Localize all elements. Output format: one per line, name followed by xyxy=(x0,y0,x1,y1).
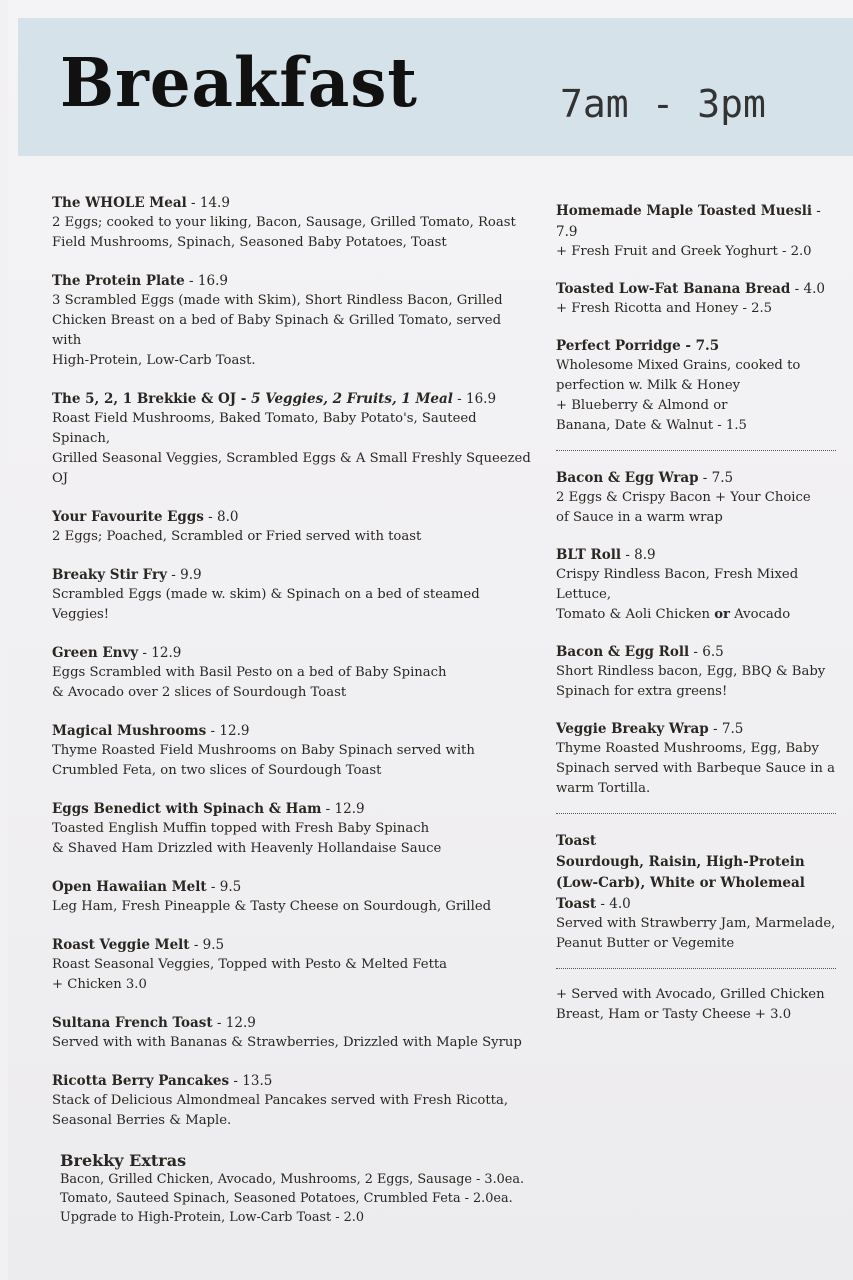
menu-item xyxy=(52,642,532,703)
item-price: - 7.5 xyxy=(698,470,734,486)
item-description: 2 Eggs & Crispy Bacon + Your Choice of Sauce in a warm wrap xyxy=(556,490,811,525)
right-column xyxy=(556,200,846,1025)
item-name: BLT Roll xyxy=(556,547,622,563)
item-name: Roast Veggie Melt xyxy=(52,937,190,953)
item-name: Sultana French Toast xyxy=(52,1015,213,1031)
item-price: - 16.9 xyxy=(452,391,497,407)
addons-note: + Served with Avocado, Grilled Chicken Breast, Ham or Tasty Cheese + 3.0 xyxy=(556,987,825,1022)
toast-description: Served with Strawberry Jam, Marmelade, Peanut Butter or Vegemite xyxy=(556,916,836,951)
item-name: Green Envy xyxy=(52,645,139,661)
item-description: Thyme Roasted Field Mushrooms on Baby Spinach served with Crumbled Feta, on two slices of Sourdough Toast xyxy=(52,743,475,778)
item-name: The Protein Plate xyxy=(52,273,185,289)
menu-item xyxy=(52,270,532,371)
item-description: Thyme Roasted Mushrooms, Egg, Baby Spinach served with Barbeque Sauce in a warm Tortilla. xyxy=(556,741,835,796)
item-name: Your Favourite Eggs xyxy=(52,509,204,525)
menu-item xyxy=(556,335,846,436)
item-description: 3 Scrambled Eggs (made with Skim), Short Rindless Bacon, Grilled Chicken Breast on a bed of Baby Spinach & Grilled Tomato, served with High-Protein, Low-Carb Toast. xyxy=(52,293,503,368)
item-price: - 8.0 xyxy=(203,509,239,525)
item-description: Leg Ham, Fresh Pineapple & Tasty Cheese on Sourdough, Grilled xyxy=(52,899,492,914)
extras-list: Bacon, Grilled Chicken, Avocado, Mushrooms, 2 Eggs, Sausage - 3.0ea. Tomato, Sauteed Spinach, Seasoned Potatoes, Crumbled Feta - 2.0ea. Upgrade to High-Protein, Low-Carb Toast - 2.0 xyxy=(60,1172,525,1225)
item-description-or: or xyxy=(714,607,730,622)
item-description: + Fresh Fruit and Greek Yoghurt - 2.0 xyxy=(556,244,812,259)
opening-hours: 7am - 3pm xyxy=(560,82,766,126)
menu-item xyxy=(52,876,532,917)
menu-item xyxy=(556,200,846,262)
menu-item xyxy=(52,564,532,625)
item-price: - 12.9 xyxy=(212,1015,256,1031)
item-price: - 8.9 xyxy=(621,547,656,563)
item-price: - 12.9 xyxy=(138,645,182,661)
menu-item xyxy=(52,506,532,547)
menu-item xyxy=(556,718,846,799)
toast-price: - 4.0 xyxy=(596,896,631,912)
item-name: Toasted Low-Fat Banana Bread xyxy=(556,281,791,297)
item-description xyxy=(556,565,846,625)
section-divider xyxy=(556,968,836,969)
item-description: Stack of Delicious Almondmeal Pancakes served with Fresh Ricotta, Seasonal Berries & Maple. xyxy=(52,1093,509,1128)
menu-item xyxy=(556,641,846,702)
item-name: Ricotta Berry Pancakes xyxy=(52,1073,230,1089)
menu-item xyxy=(52,1070,532,1131)
item-description: Served with with Bananas & Strawberries, Drizzled with Maple Syrup xyxy=(52,1035,522,1050)
item-price: - 16.9 xyxy=(184,273,228,289)
toast-section xyxy=(556,830,846,954)
menu-item xyxy=(52,388,532,489)
item-name: Open Hawaiian Melt xyxy=(52,879,207,895)
item-description: Short Rindless bacon, Egg, BBQ & Baby Spinach for extra greens! xyxy=(556,664,826,699)
menu-item xyxy=(52,1012,532,1053)
menu-item xyxy=(52,934,532,995)
item-price: - 12.9 xyxy=(321,801,365,817)
item-price: - 6.5 xyxy=(689,644,724,660)
item-price: - 14.9 xyxy=(186,195,230,211)
menu-item xyxy=(556,467,846,528)
item-description: + Fresh Ricotta and Honey - 2.5 xyxy=(556,301,773,316)
item-description: Eggs Scrambled with Basil Pesto on a bed of Baby Spinach & Avocado over 2 slices of Sourdough Toast xyxy=(52,665,447,700)
item-price: - 7.5 xyxy=(708,721,744,737)
item-price: - 12.9 xyxy=(206,723,250,739)
item-price: - 7.9 xyxy=(556,203,821,240)
menu-item xyxy=(52,720,532,781)
item-name: Bacon & Egg Wrap xyxy=(556,470,699,486)
item-description-part: Avocado xyxy=(729,607,791,622)
item-name: Bacon & Egg Roll xyxy=(556,644,690,660)
item-price: - 9.9 xyxy=(167,567,202,583)
item-name: Veggie Breaky Wrap xyxy=(556,721,709,737)
menu-item xyxy=(556,278,846,319)
item-name: Homemade Maple Toasted Muesli xyxy=(556,203,812,219)
menu-item xyxy=(52,798,532,859)
item-name: The 5, 2, 1 Brekkie & OJ - xyxy=(52,391,252,407)
item-description: Scrambled Eggs (made w. skim) & Spinach on a bed of steamed Veggies! xyxy=(52,587,480,622)
item-name: The WHOLE Meal xyxy=(52,195,187,211)
toast-title: Toast xyxy=(556,833,597,849)
item-description: Roast Field Mushrooms, Baked Tomato, Baby Potato's, Sauteed Spinach, Grilled Seasonal Veggies, Scrambled Eggs & A Small Freshly Squeezed OJ xyxy=(52,411,531,486)
item-description: Wholesome Mixed Grains, cooked to perfection w. Milk & Honey + Blueberry & Almond or Banana, Date & Walnut - 1.5 xyxy=(556,358,801,433)
item-description: 2 Eggs; Poached, Scrambled or Fried served with toast xyxy=(52,529,422,544)
item-name: Perfect Porridge - 7.5 xyxy=(556,338,720,354)
item-name: Eggs Benedict with Spinach & Ham xyxy=(52,801,322,817)
item-tagline: 5 Veggies, 2 Fruits, 1 Meal xyxy=(251,391,453,407)
page-title: Breakfast xyxy=(60,44,418,123)
section-divider xyxy=(556,450,836,451)
item-description-part: Crispy Rindless Bacon, Fresh Mixed Lettuce, Tomato & Aoli Chicken xyxy=(556,567,799,622)
menu-item xyxy=(52,192,532,253)
item-description: 2 Eggs; cooked to your liking, Bacon, Sausage, Grilled Tomato, Roast Field Mushrooms, Spinach, Seasoned Baby Potatoes, Toast xyxy=(52,215,516,250)
menu-item xyxy=(556,544,846,625)
item-price: - 9.5 xyxy=(189,937,225,953)
section-divider xyxy=(556,813,836,814)
item-description: Toasted English Muffin topped with Fresh Baby Spinach & Shaved Ham Drizzled with Heavenly Hollandaise Sauce xyxy=(52,821,442,856)
item-price: - 4.0 xyxy=(790,281,825,297)
item-description: Roast Seasonal Veggies, Topped with Pesto & Melted Fetta + Chicken 3.0 xyxy=(52,957,448,992)
left-column xyxy=(52,192,532,1227)
item-price: - 9.5 xyxy=(206,879,242,895)
item-name: Breaky Stir Fry xyxy=(52,567,167,583)
extras-title: Brekky Extras xyxy=(60,1151,187,1170)
item-price: - 13.5 xyxy=(229,1073,273,1089)
item-name: Magical Mushrooms xyxy=(52,723,207,739)
toast-name: Sourdough, Raisin, High-Protein (Low-Carb), White or Wholemeal Toast xyxy=(556,854,805,912)
